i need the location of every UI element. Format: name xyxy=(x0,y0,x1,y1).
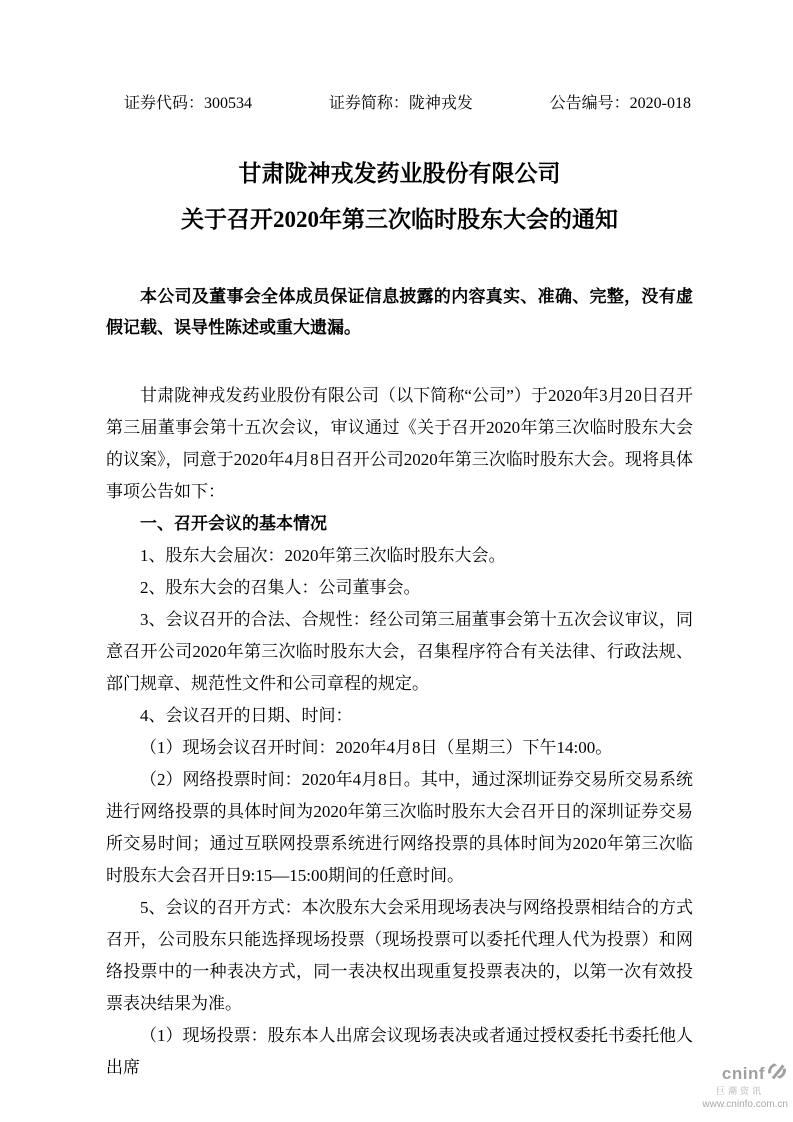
intro-paragraph: 甘肃陇神戎发药业股份有限公司（以下简称“公司”）于2020年3月20日召开第三届董事会第十五次会议，审议通过《关于召开2020年第三次临时股东大会的议案》，同意于2020年4月8日召开公司2020年第三次临时股东大会。现将具体事项公告如下： xyxy=(106,386,693,501)
cninfo-swirl-icon xyxy=(766,1061,788,1086)
item-legality: 3、会议召开的合法、合规性：经公司第三届董事会第十五次会议审议，同意召开公司2020年第三次临时股东大会，召集程序符合有关法律、行政法规、部门规章、规范性文件和公司章程的规定。 xyxy=(106,610,693,693)
cninfo-watermark xyxy=(702,1061,788,1110)
item-meeting-session: 1、股东大会届次：2020年第三次临时股东大会。 xyxy=(140,546,506,565)
item-online-voting-time: （2）网络投票时间：2020年4月8日。其中，通过深圳证券交易所交易系统进行网络投票的具体时间为2020年第三次临时股东大会召开日的深圳证券交易所交易时间；通过互联网投票系统进行网络投票的具体时间为2020年第三次临时股东大会召开日9:15—15:00期间的任意时间。 xyxy=(106,770,693,885)
cninfo-logo-text: cninf xyxy=(721,1063,765,1083)
announcement-title: 关于召开2020年第三次临时股东大会的通知 xyxy=(181,207,618,232)
disclosure-guarantee-statement: 本公司及董事会全体成员保证信息披露的内容真实、准确、完整，没有虚假记载、误导性陈述或重大遗漏。 xyxy=(106,287,693,337)
item-onsite-meeting-time: （1）现场会议召开时间：2020年4月8日（星期三）下午14:00。 xyxy=(140,738,613,757)
announcement-number: 公告编号：2020-018 xyxy=(549,95,691,112)
document-header xyxy=(106,90,693,113)
stock-code: 证券代码：300534 xyxy=(124,95,253,112)
item-meeting-method: 5、会议的召开方式：本次股东大会采用现场表决与网络投票相结合的方式召开，公司股东只能选择现场投票（现场投票可以委托代理人代为投票）和网络投票中的一种表决方式，同一表决权出现重复投票表决的，以第一次有效投票表决结果为准。 xyxy=(106,898,693,1013)
stock-name: 证券简称：陇神戎发 xyxy=(328,95,473,112)
item-onsite-voting: （1）现场投票：股东本人出席会议现场表决或者通过授权委托书委托他人出席 xyxy=(106,1026,693,1077)
cninfo-url: www.cninfo.com.cn xyxy=(702,1098,788,1110)
cninfo-logo-row xyxy=(702,1061,788,1086)
company-name-title: 甘肃陇神戎发药业股份有限公司 xyxy=(238,161,561,186)
cninfo-brand-chinese: 巨潮资讯 xyxy=(715,1086,764,1097)
item-date-time-label: 4、会议召开的日期、时间： xyxy=(140,706,353,725)
item-convener: 2、股东大会的召集人：公司董事会。 xyxy=(140,578,421,597)
section-heading-basic-info: 一、召开会议的基本情况 xyxy=(140,514,327,533)
